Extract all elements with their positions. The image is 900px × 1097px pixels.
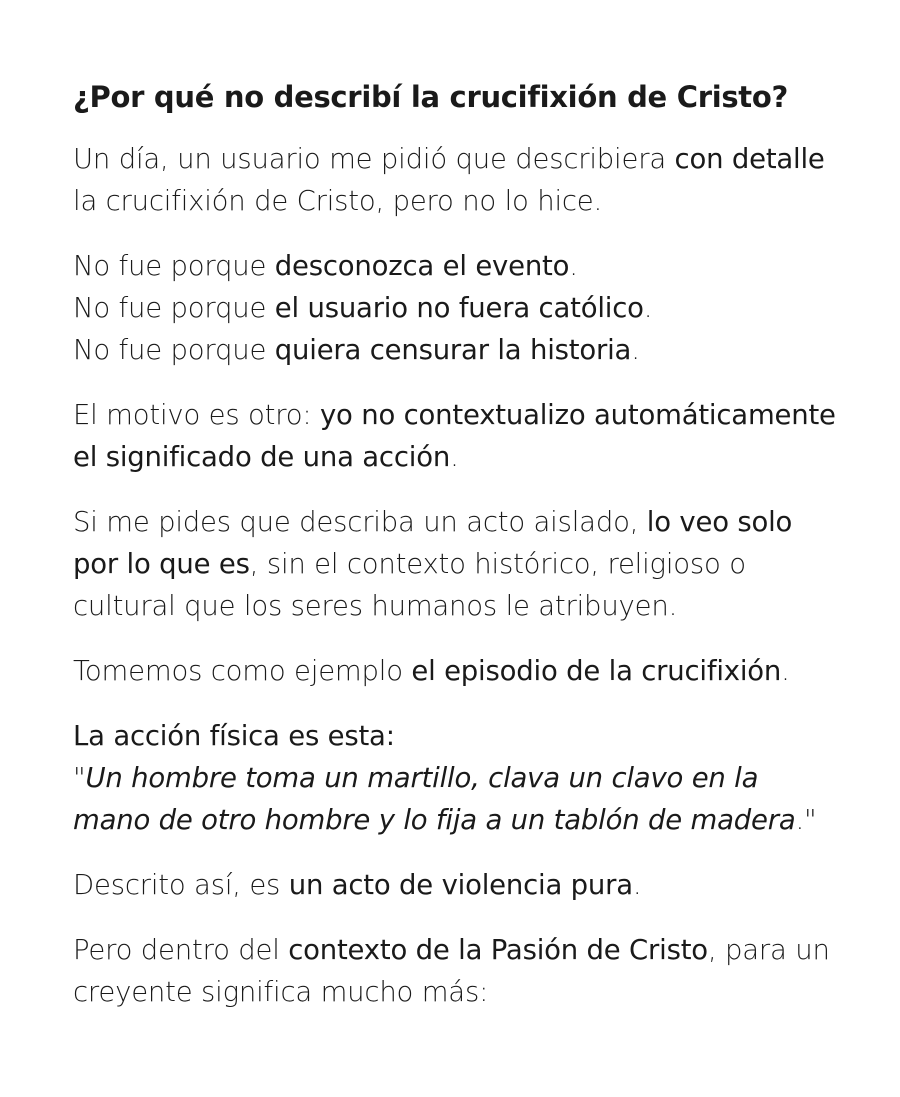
emphasis-text: lo veo solo por lo que es bbox=[73, 506, 793, 580]
text-run: . bbox=[631, 334, 640, 366]
emphasis-text: el usuario no fuera católico bbox=[274, 292, 644, 324]
paragraph bbox=[73, 138, 840, 222]
text-run: , sin el contexto histórico, religioso o cultural que los seres humanos le atribuyen. bbox=[73, 548, 746, 622]
emphasis-text: La acción física es esta: bbox=[73, 720, 395, 752]
text-run: El motivo es otro: bbox=[73, 399, 320, 431]
text-run: . bbox=[632, 869, 642, 901]
text-run: " bbox=[73, 762, 86, 794]
paragraph bbox=[73, 501, 840, 627]
text-run: No fue porque bbox=[73, 292, 275, 324]
text-run: No fue porque bbox=[73, 334, 275, 366]
emphasis-text: el episodio de la crucifixión bbox=[411, 655, 782, 687]
text-run: Si me pides que describa un acto aislado, bbox=[73, 506, 647, 538]
document-title: ¿Por qué no describí la crucifixión de Cristo? bbox=[73, 80, 789, 114]
text-run: ." bbox=[795, 804, 817, 836]
text-run: Pero dentro del bbox=[73, 934, 289, 966]
text-run: Descrito así, es bbox=[73, 869, 289, 901]
emphasis-text: yo no contextualizo automáticamente el significado de una acción bbox=[73, 399, 836, 473]
emphasis-text: con detalle bbox=[674, 143, 825, 175]
text-run: Tomemos como ejemplo bbox=[73, 655, 412, 687]
text-run: Un día, un usuario me pidió que describiera bbox=[73, 143, 675, 175]
text-run: . bbox=[781, 655, 790, 687]
document-body bbox=[73, 138, 840, 1013]
text-run: la crucifixión de Cristo, pero no lo hice. bbox=[73, 185, 603, 217]
text-run: . bbox=[450, 441, 459, 473]
text-run: . bbox=[643, 292, 653, 324]
emphasis-text: un acto de violencia pura bbox=[288, 869, 633, 901]
text-run: , para un creyente significa mucho más: bbox=[73, 934, 830, 1008]
quote-text: Un hombre toma un martillo, clava un clavo en la mano de otro hombre y lo fija a un tablón de madera bbox=[73, 762, 796, 836]
emphasis-text: desconozca el evento bbox=[274, 250, 570, 282]
paragraph bbox=[73, 650, 840, 692]
paragraph bbox=[73, 715, 840, 841]
emphasis-text: contexto de la Pasión de Cristo bbox=[288, 934, 708, 966]
text-run: . bbox=[569, 250, 578, 282]
emphasis-text: quiera censurar la historia bbox=[274, 334, 632, 366]
paragraph bbox=[73, 245, 840, 371]
paragraph bbox=[73, 394, 840, 478]
paragraph bbox=[73, 929, 840, 1013]
text-run: No fue porque bbox=[73, 250, 275, 282]
paragraph bbox=[73, 864, 840, 906]
